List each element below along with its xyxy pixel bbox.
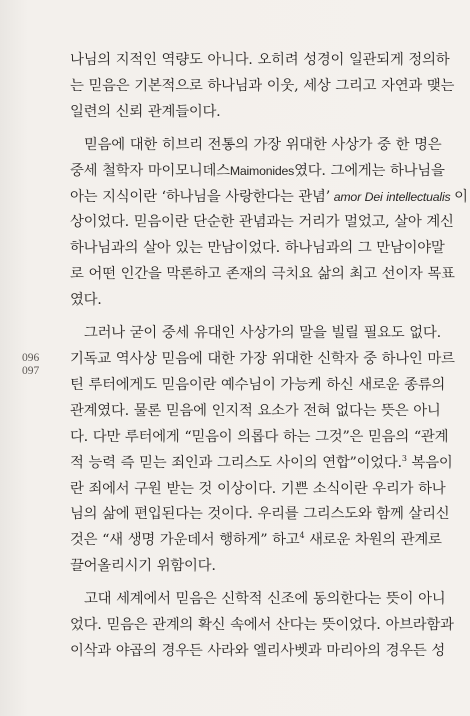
text-line: 틴 루터에게도 믿음이란 예수님이 가능케 하신 새로운 종류의 bbox=[70, 376, 446, 393]
text-line: 고대 세계에서 믿음은 신학적 신조에 동의한다는 뜻이 아니 bbox=[84, 591, 446, 608]
text-line: 끌어올리시기 위함이다. bbox=[70, 558, 216, 575]
text-line: 관계였다. 물론 믿음에 인지적 요소가 전혀 없다는 뜻은 아니 bbox=[70, 402, 441, 419]
text-run: 새로운 차원의 관계로 bbox=[304, 532, 442, 549]
text-line: 그러나 굳이 중세 유대인 사상가의 말을 빌릴 필요도 없다. bbox=[84, 325, 441, 342]
page-number-right: 097 bbox=[22, 365, 40, 377]
text-line bbox=[70, 528, 442, 554]
latin-italic-term: amor Dei intellectualis bbox=[330, 189, 455, 204]
text-line: 님의 삶에 편입된다는 것이다. 우리를 그리스도와 함께 살리신 bbox=[70, 506, 450, 523]
text-run: 중세 철학자 마이모니데스 bbox=[70, 162, 230, 179]
text-line: 나님의 지적인 역량도 아니다. 오히려 성경이 일관되게 정의하 bbox=[70, 52, 450, 68]
text-line bbox=[70, 159, 445, 185]
text-line: 로 어떤 인간을 막론하고 존재의 극치요 삶의 최고 선이자 목표 bbox=[70, 266, 455, 283]
latin-term: Maimonides bbox=[229, 163, 295, 178]
text-line: 였다. bbox=[70, 292, 102, 309]
text-run: 였다. 그에게는 하나님을 bbox=[294, 162, 445, 179]
text-line: 기독교 역사상 믿음에 대한 가장 위대한 신학자 중 하나인 마르 bbox=[70, 350, 455, 367]
page-numbers bbox=[22, 352, 48, 378]
text-line bbox=[70, 451, 453, 477]
text-line: 었다. 믿음은 관계의 확신 속에서 산다는 뜻이었다. 아브라함과 bbox=[70, 617, 454, 634]
text-line: 란 죄에서 구원 받는 것 이상이다. 기쁜 소식이란 우리가 하나 bbox=[70, 480, 446, 497]
text-line bbox=[70, 185, 468, 211]
paragraph-3 bbox=[70, 321, 455, 580]
paragraph-1 bbox=[70, 48, 455, 126]
text-run: 것은 “새 생명 가운데서 행하게” 하고 bbox=[70, 532, 300, 549]
footnote-marker: 4 bbox=[299, 531, 305, 541]
text-run: 적 능력 즉 믿는 죄인과 그리스도 사이의 연합”이었다. bbox=[70, 454, 402, 471]
text-line: 다. 다만 루터에게 “믿음이 의롭다 하는 그것”은 믿음의 “관계 bbox=[70, 428, 449, 445]
paragraph-2 bbox=[70, 133, 468, 314]
text-line: 상이었다. 믿음이란 단순한 관념과는 거리가 멀었고, 살아 계신 bbox=[70, 214, 454, 231]
text-line: 믿음에 대한 히브리 전통의 가장 위대한 사상가 중 한 명은 bbox=[84, 136, 442, 153]
page-number-left: 096 bbox=[22, 352, 40, 364]
text-line: 하나님과의 살아 있는 만남이었다. 하나님과의 그 만남이야말 bbox=[70, 240, 445, 257]
text-run: 아는 지식이란 ‘하나님을 사랑한다는 관념’ bbox=[70, 188, 331, 205]
text-run: 복음이 bbox=[406, 454, 453, 471]
paragraph-4 bbox=[70, 587, 454, 665]
text-line: 일련의 신뢰 관계들이다. bbox=[70, 103, 221, 120]
footnote-marker: 3 bbox=[401, 453, 407, 463]
text-line: 이삭과 야곱의 경우든 사라와 엘리사벳과 마리아의 경우든 성 bbox=[70, 642, 446, 659]
body-text bbox=[70, 48, 468, 665]
text-line: 는 믿음은 기본적으로 하나님과 이웃, 세상 그리고 자연과 맺는 bbox=[70, 77, 455, 94]
text-run: 이 bbox=[454, 188, 468, 205]
